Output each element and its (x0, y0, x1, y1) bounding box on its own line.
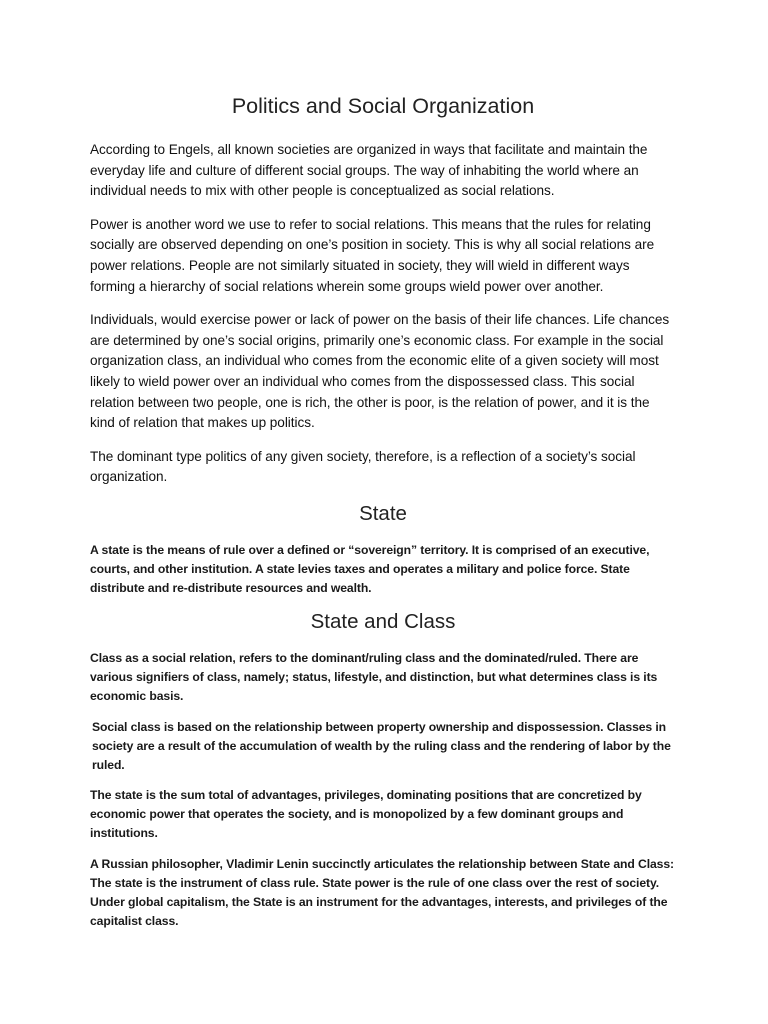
state-class-paragraph-3: The state is the sum total of advantages, privileges, dominating positions that are concretized by economic power that operates the society, and is monopolized by a few dominant groups and institutions. (90, 788, 642, 841)
section-heading-state-and-class: State and Class (310, 610, 456, 634)
document-body (90, 92, 676, 942)
state-class-paragraph-2: Social class is based on the relationship between property ownership and dispossession. Classes in society are a result of the accumulation of wealth by the ruling class and the rendering of labor by the ruled. (92, 719, 671, 772)
document-title: Politics and Social Organization (231, 94, 535, 118)
state-class-paragraph-1: Class as a social relation, refers to the dominant/ruling class and the dominated/ruled. There are various signifiers of class, namely; status, lifestyle, and distinction, but what determines class is its economic basis. (90, 651, 658, 704)
intro-paragraph-1: According to Engels, all known societies are organized in ways that facilitate and maintain the everyday life and culture of different social groups. The way of inhabiting the world where an individual needs to mix with other people is conceptualized as social relations. (90, 142, 648, 199)
state-paragraph-1: A state is the means of rule over a defined or “sovereign” territory. It is comprised of an executive, courts, and other institution. A state levies taxes and operates a military and police force. State distribute and re-distribute resources and wealth. (90, 542, 650, 595)
intro-paragraph-2: Power is another word we use to refer to social relations. This means that the rules for relating socially are observed depending on one’s position in society. This is why all social relations are power relations. People are not similarly situated in society, they will wield in different ways forming a hierarchy of social relations wherein some groups wield power over another. (90, 216, 655, 294)
section-heading-state: State (359, 501, 407, 525)
state-class-paragraph-4: A Russian philosopher, Vladimir Lenin succinctly articulates the relationship between State and Class: The state is the instrument of class rule. State power is the rule of one class over the rest of society. Under global capitalism, the State is an instrument for the advantages, interests, and privileges of the capitalist class. (90, 856, 674, 928)
intro-paragraph-4: The dominant type politics of any given society, therefore, is a reflection of a society’s social organization. (90, 448, 636, 485)
intro-paragraph-3: Individuals, would exercise power or lack of power on the basis of their life chances. Life chances are determined by one’s social origins, primarily one’s economic class. For example in the social organization class, an individual who comes from the economic elite of a given society will most likely to wield power over an individual who comes from the dispossessed class. This social relation between two people, one is rich, the other is poor, is the relation of power, and it is the kind of relation that makes up politics. (90, 312, 670, 431)
